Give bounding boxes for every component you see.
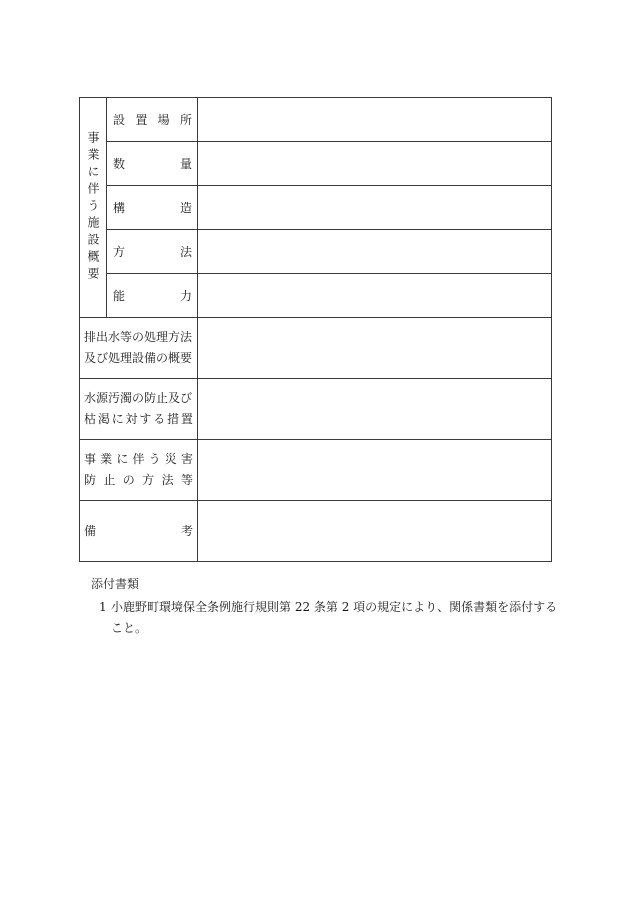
label-char: 設 [113, 113, 126, 127]
table-row [80, 440, 552, 501]
label-char: 事 [84, 452, 97, 466]
label-char: に [111, 412, 124, 426]
value-cell-remarks[interactable] [198, 501, 552, 562]
table-row [80, 98, 552, 142]
label-water-source-line2 [80, 409, 197, 430]
attachment-item-number: 1 [99, 600, 107, 614]
table-row [80, 230, 552, 274]
label-capacity [107, 287, 197, 304]
attachment-item-text-line2: こと。 [111, 621, 148, 635]
label-cell-location [107, 98, 198, 142]
label-char: 備 [84, 523, 97, 538]
label-char: 量 [179, 157, 192, 171]
facility-form-table [79, 97, 552, 562]
label-location [107, 111, 197, 128]
label-quantity [107, 155, 197, 172]
label-char: 法 [161, 473, 174, 487]
group-label: 事業に伴う施設概要 [86, 131, 100, 284]
value-cell-quantity[interactable] [198, 142, 552, 186]
label-char: 止 [103, 473, 116, 487]
label-cell-wastewater [80, 318, 198, 379]
table-row [80, 318, 552, 379]
label-char: 置 [135, 113, 148, 127]
label-char: 能 [113, 289, 126, 303]
group-label-cell [80, 98, 107, 318]
label-char: 等 [180, 473, 193, 487]
label-char: 法 [179, 245, 192, 259]
label-char: 力 [179, 289, 192, 303]
label-remarks [80, 521, 197, 542]
table-row [80, 186, 552, 230]
label-disaster-line2 [80, 470, 197, 491]
label-cell-method [107, 230, 198, 274]
attachments-heading: 添付書類 [91, 577, 140, 591]
label-char: 枯 [84, 412, 97, 426]
label-char: 伴 [132, 452, 145, 466]
label-char: 業 [100, 452, 113, 466]
value-cell-method[interactable] [198, 230, 552, 274]
label-char: 渇 [97, 412, 110, 426]
value-cell-water-source[interactable] [198, 379, 552, 440]
value-cell-structure[interactable] [198, 186, 552, 230]
attachment-item-text-line1: 小鹿野町環境保全条例施行規則第 22 条第 2 項の規定により、関係書類を添付する [111, 600, 558, 614]
table-row [80, 379, 552, 440]
value-cell-location[interactable] [198, 98, 552, 142]
label-char: 災 [164, 452, 177, 466]
label-char: 措 [167, 412, 180, 426]
label-cell-disaster [80, 440, 198, 501]
table-row [80, 274, 552, 318]
label-method [107, 243, 197, 260]
label-char: 数 [113, 157, 126, 171]
label-char: 考 [180, 523, 193, 538]
label-structure [107, 199, 197, 216]
label-wastewater-line2: 及び処理設備の概要 [84, 351, 193, 365]
label-char: 対 [125, 412, 138, 426]
label-char: 方 [113, 245, 126, 259]
label-char: の [122, 473, 135, 487]
label-water-source-line1: 水源汚濁の防止及び [84, 391, 193, 405]
value-cell-capacity[interactable] [198, 274, 552, 318]
label-cell-quantity [107, 142, 198, 186]
label-char: う [148, 452, 161, 466]
label-char: 構 [113, 201, 126, 215]
label-wastewater-line1: 排出水等の処理方法 [84, 330, 193, 344]
label-char: に [116, 452, 129, 466]
label-char: 置 [180, 412, 193, 426]
label-cell-water-source [80, 379, 198, 440]
label-char: 場 [157, 113, 170, 127]
table-row [80, 501, 552, 562]
label-cell-structure [107, 186, 198, 230]
label-char: 造 [179, 201, 192, 215]
label-disaster-line1 [80, 449, 197, 470]
label-char: 所 [179, 113, 192, 127]
label-char: す [139, 412, 152, 426]
value-cell-wastewater[interactable] [198, 318, 552, 379]
label-char: 方 [142, 473, 155, 487]
table-row [80, 142, 552, 186]
attachment-item [99, 597, 558, 639]
label-char: 害 [180, 452, 193, 466]
value-cell-disaster[interactable] [198, 440, 552, 501]
label-char: 防 [84, 473, 97, 487]
label-cell-remarks [80, 501, 198, 562]
label-cell-capacity [107, 274, 198, 318]
label-char: る [153, 412, 166, 426]
